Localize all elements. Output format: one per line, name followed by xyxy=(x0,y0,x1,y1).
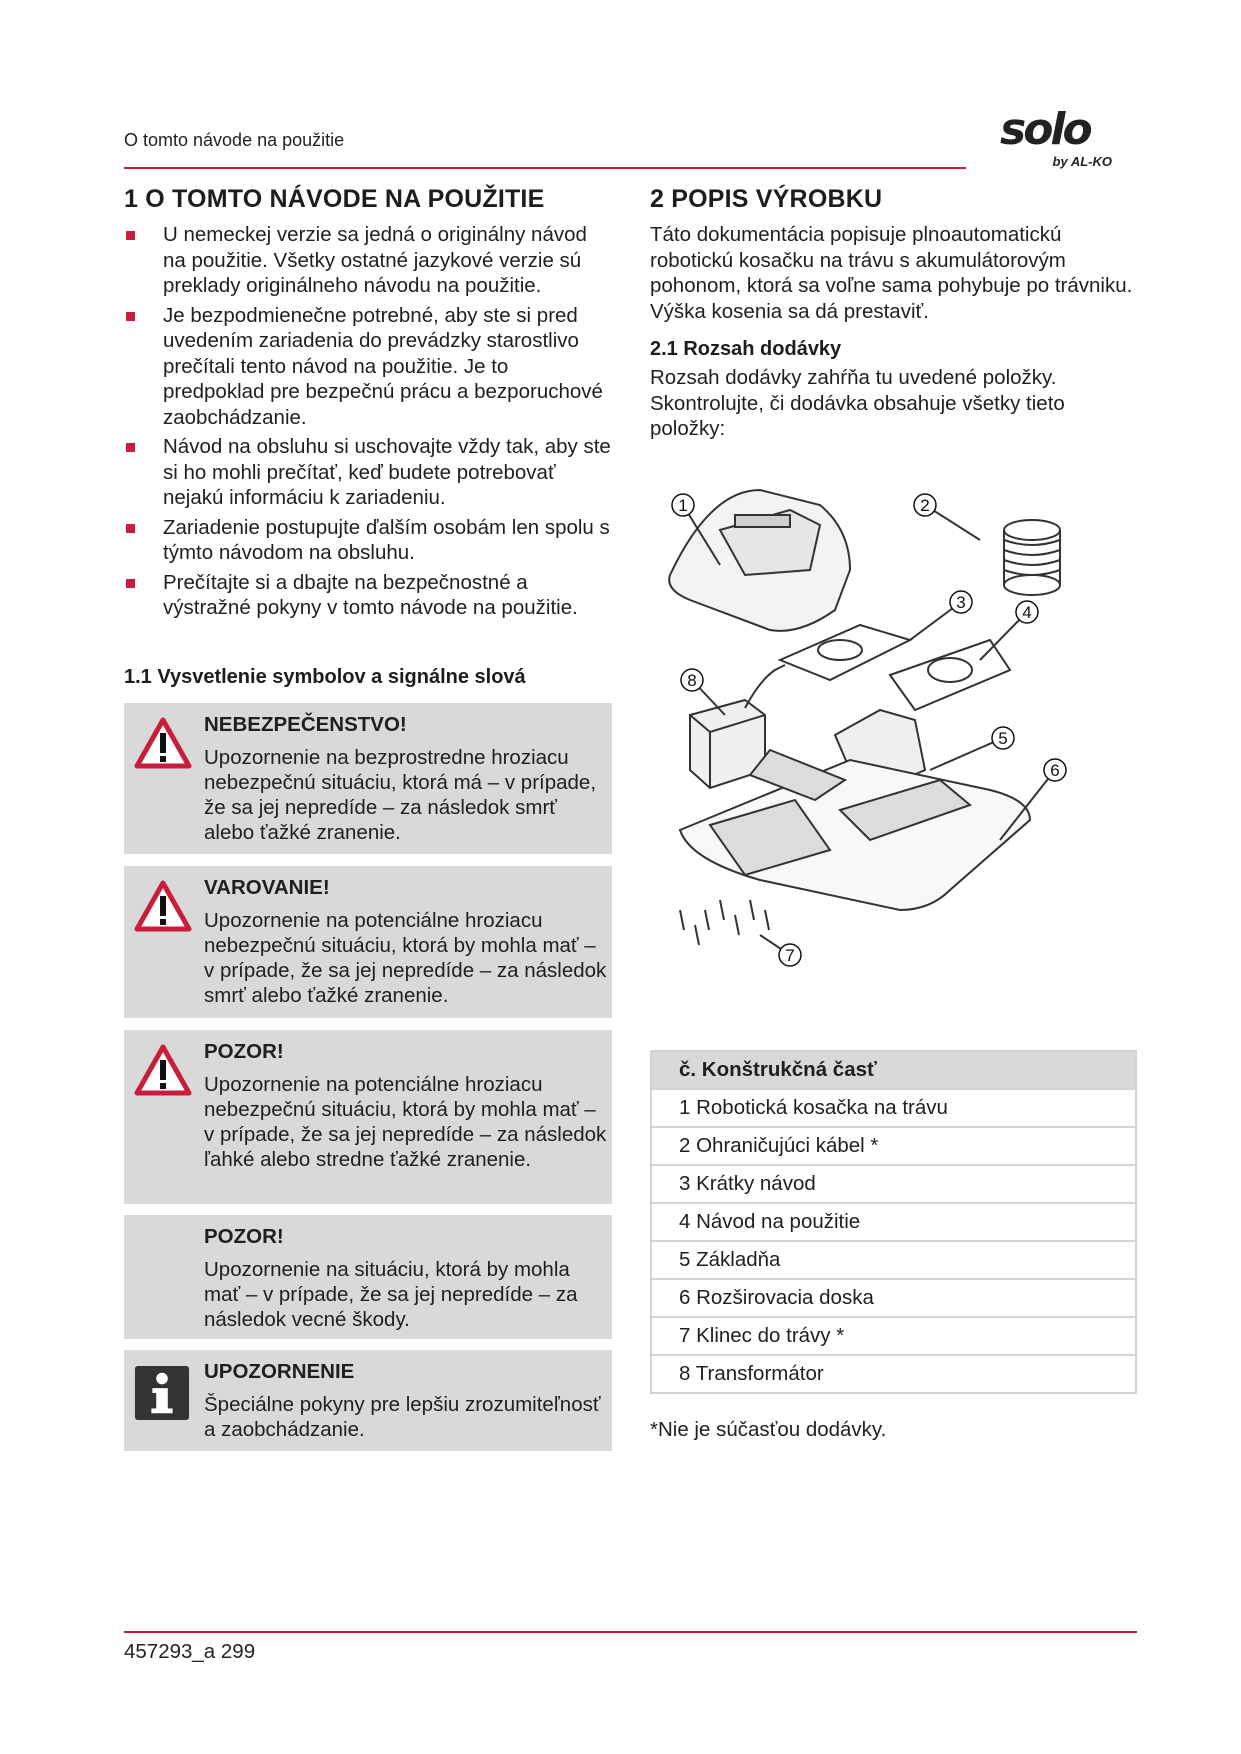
footer-rule xyxy=(124,1631,1137,1633)
notice-info xyxy=(124,1350,612,1451)
bullet-item: Zariadenie postupujte ďalším osobám len spolu s týmto návodom na obsluhu. xyxy=(124,515,612,566)
bullet-item: Návod na obsluhu si uschovajte vždy tak, aby ste si ho mohli prečítať, keď budete potrebovať nejakú informáciu k zariadeniu. xyxy=(124,434,612,511)
notice-title: POZOR! xyxy=(204,1040,284,1063)
notice-text: Upozornenie na bezprostredne hroziacu nebezpečnú situáciu, ktorá má – v prípade, že sa jej nepredíde – za následok smrť alebo ťažké zranenie. xyxy=(204,746,597,844)
warning-triangle-icon xyxy=(134,880,192,932)
callout-label: 4 xyxy=(1022,603,1032,622)
callout-label: 8 xyxy=(687,671,697,690)
table-row: 6 Rozširovacia doska xyxy=(650,1280,1137,1318)
notice-text: Upozornenie na situáciu, ktorá by mohla mať – v prípade, že sa jej nepredíde – za následok vecné škody. xyxy=(204,1258,578,1331)
parts-table xyxy=(650,1050,1137,1394)
notice-title: UPOZORNENIE xyxy=(204,1360,355,1383)
notice-title: POZOR! xyxy=(204,1225,284,1248)
callout-label: 5 xyxy=(998,729,1008,748)
bullet-item: U nemeckej verzie sa jedná o originálny návod na použitie. Všetky ostatné jazykové verzie sú preklady originálneho návodu na použitie. xyxy=(124,222,612,299)
warning-triangle-icon xyxy=(134,1044,192,1096)
section-1-bullets xyxy=(124,222,612,621)
section-2-intro: Táto dokumentácia popisuje plnoautomatickú robotickú kosačku na trávu s akumulátorovým pohonom, ktorá sa voľne sama pohybuje po trávniku. Výška kosenia sa dá prestaviť. xyxy=(650,223,1133,323)
callout-label: 3 xyxy=(956,593,966,612)
header-rule xyxy=(124,167,966,169)
bullet-item: Prečítajte si a dbajte na bezpečnostné a výstražné pokyny v tomto návode na použitie. xyxy=(124,570,612,621)
notice-text: Upozornenie na potenciálne hroziacu nebezpečnú situáciu, ktorá by mohla mať – v prípade, že sa jej nepredíde – za následok smrť alebo ťažké zranenie. xyxy=(204,909,607,1007)
section-2 xyxy=(650,185,1138,442)
section-1 xyxy=(124,185,612,625)
running-title: O tomto návode na použitie xyxy=(124,130,345,150)
info-icon xyxy=(134,1364,190,1422)
notice-title: NEBEZPEČENSTVO! xyxy=(204,713,407,736)
notice-title: VAROVANIE! xyxy=(204,876,330,899)
callout-label: 6 xyxy=(1050,761,1060,780)
bullet-item: Je bezpodmienečne potrebné, aby ste si pred uvedením zariadenia do prevádzky starostlivo prečítali tento návod na použitie. Je to predpoklad pre bezpečnú prácu a bezporuchové zaobchádzanie. xyxy=(124,303,612,431)
table-row: 2 Ohraničujúci kábel * xyxy=(650,1128,1137,1166)
logo-main: solo xyxy=(1000,104,1090,155)
table-footnote: *Nie je súčasťou dodávky. xyxy=(650,1418,887,1441)
table-row: 3 Krátky návod xyxy=(650,1166,1137,1204)
scope-of-delivery-figure xyxy=(650,470,1140,1030)
table-row: 7 Klinec do trávy * xyxy=(650,1318,1137,1356)
section-1-1-title: 1.1 Vysvetlenie symbolov a signálne slová xyxy=(124,666,526,688)
section-2-title: 2 POPIS VÝROBKU xyxy=(650,185,883,213)
notice-text: Upozornenie na potenciálne hroziacu nebezpečnú situáciu, ktorá by mohla mať – v prípade, že sa jej nepredíde – za následok ľahké alebo stredne ťažké zranenie. xyxy=(204,1073,607,1171)
section-2-1-title: 2.1 Rozsah dodávky xyxy=(650,338,842,360)
notice-caution-property xyxy=(124,1215,612,1339)
section-1-title: 1 O TOMTO NÁVODE NA POUŽITIE xyxy=(124,185,545,213)
table-row: 1 Robotická kosačka na trávu xyxy=(650,1090,1137,1128)
callout-label: 2 xyxy=(920,496,930,515)
brand-logo xyxy=(1000,104,1120,170)
warning-triangle-icon xyxy=(134,717,192,769)
table-row: 8 Transformátor xyxy=(650,1356,1137,1394)
page-reference: 457293_a 299 xyxy=(124,1640,256,1663)
notice-text: Špeciálne pokyny pre lepšiu zrozumiteľnosť a zaobchádzanie. xyxy=(204,1393,601,1441)
notice-warning xyxy=(124,866,612,1018)
callout-label: 1 xyxy=(678,496,688,515)
table-header: č. Konštrukčná časť xyxy=(650,1050,1137,1090)
logo-sub: by AL-KO xyxy=(1052,154,1112,169)
section-2-1-text: Rozsah dodávky zahŕňa tu uvedené položky. Skontrolujte, či dodávka obsahuje všetky tieto položky: xyxy=(650,366,1065,440)
table-row: 4 Návod na použitie xyxy=(650,1204,1137,1242)
notice-danger xyxy=(124,703,612,854)
notice-caution xyxy=(124,1030,612,1204)
table-row: 5 Základňa xyxy=(650,1242,1137,1280)
callout-label: 7 xyxy=(785,946,795,965)
